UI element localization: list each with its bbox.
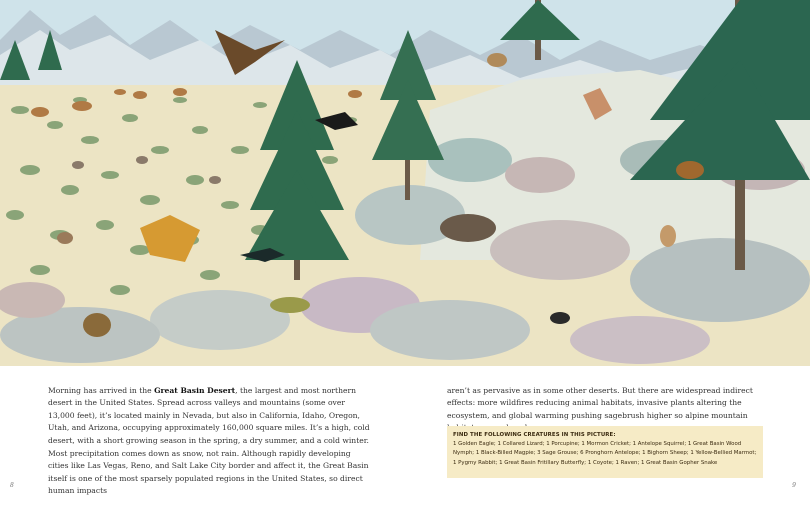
body-text-right: aren’t as pervasive as in some other deserts. But there are widespread indirect effects: more wildfires reducing animal habitats, invasive plants altering the ecosystem, and global warming pushing sagebrush higher so alpine mountain xyxy=(447,385,753,420)
mormon-cricket xyxy=(550,312,570,324)
find-box-title: FIND THE FOLLOWING CREATURES IN THIS PICTURE: xyxy=(453,432,616,438)
find-creatures-box xyxy=(447,426,763,478)
page-number-right: 9 xyxy=(792,482,796,489)
collared-lizard xyxy=(270,297,310,313)
intro-text: Morning has arrived in the xyxy=(48,385,155,395)
find-box-list: 1 Golden Eagle; 1 Collared Lizard; 1 Porcupine; 1 Mormon Cricket; 1 Antelope Squirrel; 1 Great Basin Wood Nymph; 1 Black-Billed Magpie; 3 Sage Grouse; 6 Pronghorn Antelope; 1 Bighorn Sheep; 1 Yellow-Bellied Marmot; 1 Pygmy Rabbit; 1 Great Basin Fritillary Butterfly; 1 Coyote; 1 Raven; 1 Great Basin Gopher Snake xyxy=(453,441,757,466)
yellow-bellied-marmot xyxy=(83,313,111,337)
description-text: , the largest and most northern desert in the United States. Spread across valleys and mountains (some over 13,000 feet), it’s located mainly in Nevada, but also in California, Idaho, Oregon, Utah, and Arizona, occupying approximately 160,000 square miles. It’s a high, cold desert, with a short growing season in the spring, a dry summer, and a cold winter. Most precipitation comes down as snow, not rain. Although rapidly developing cities like Las Vegas, Reno, and Salt Lake City border and affect it, the Great Basin itself is one of the most sparsely populated regions in the United States, so direct human impacts xyxy=(48,385,370,496)
body-text-left xyxy=(48,385,370,498)
antelope-squirrel xyxy=(660,225,676,247)
porcupine xyxy=(440,214,496,242)
pygmy-rabbit xyxy=(57,232,73,244)
page-number-left: 8 xyxy=(10,482,14,489)
desert-name: Great Basin Desert xyxy=(154,385,236,395)
bighorn-sheep xyxy=(487,53,507,67)
gopher-snake xyxy=(676,161,704,179)
